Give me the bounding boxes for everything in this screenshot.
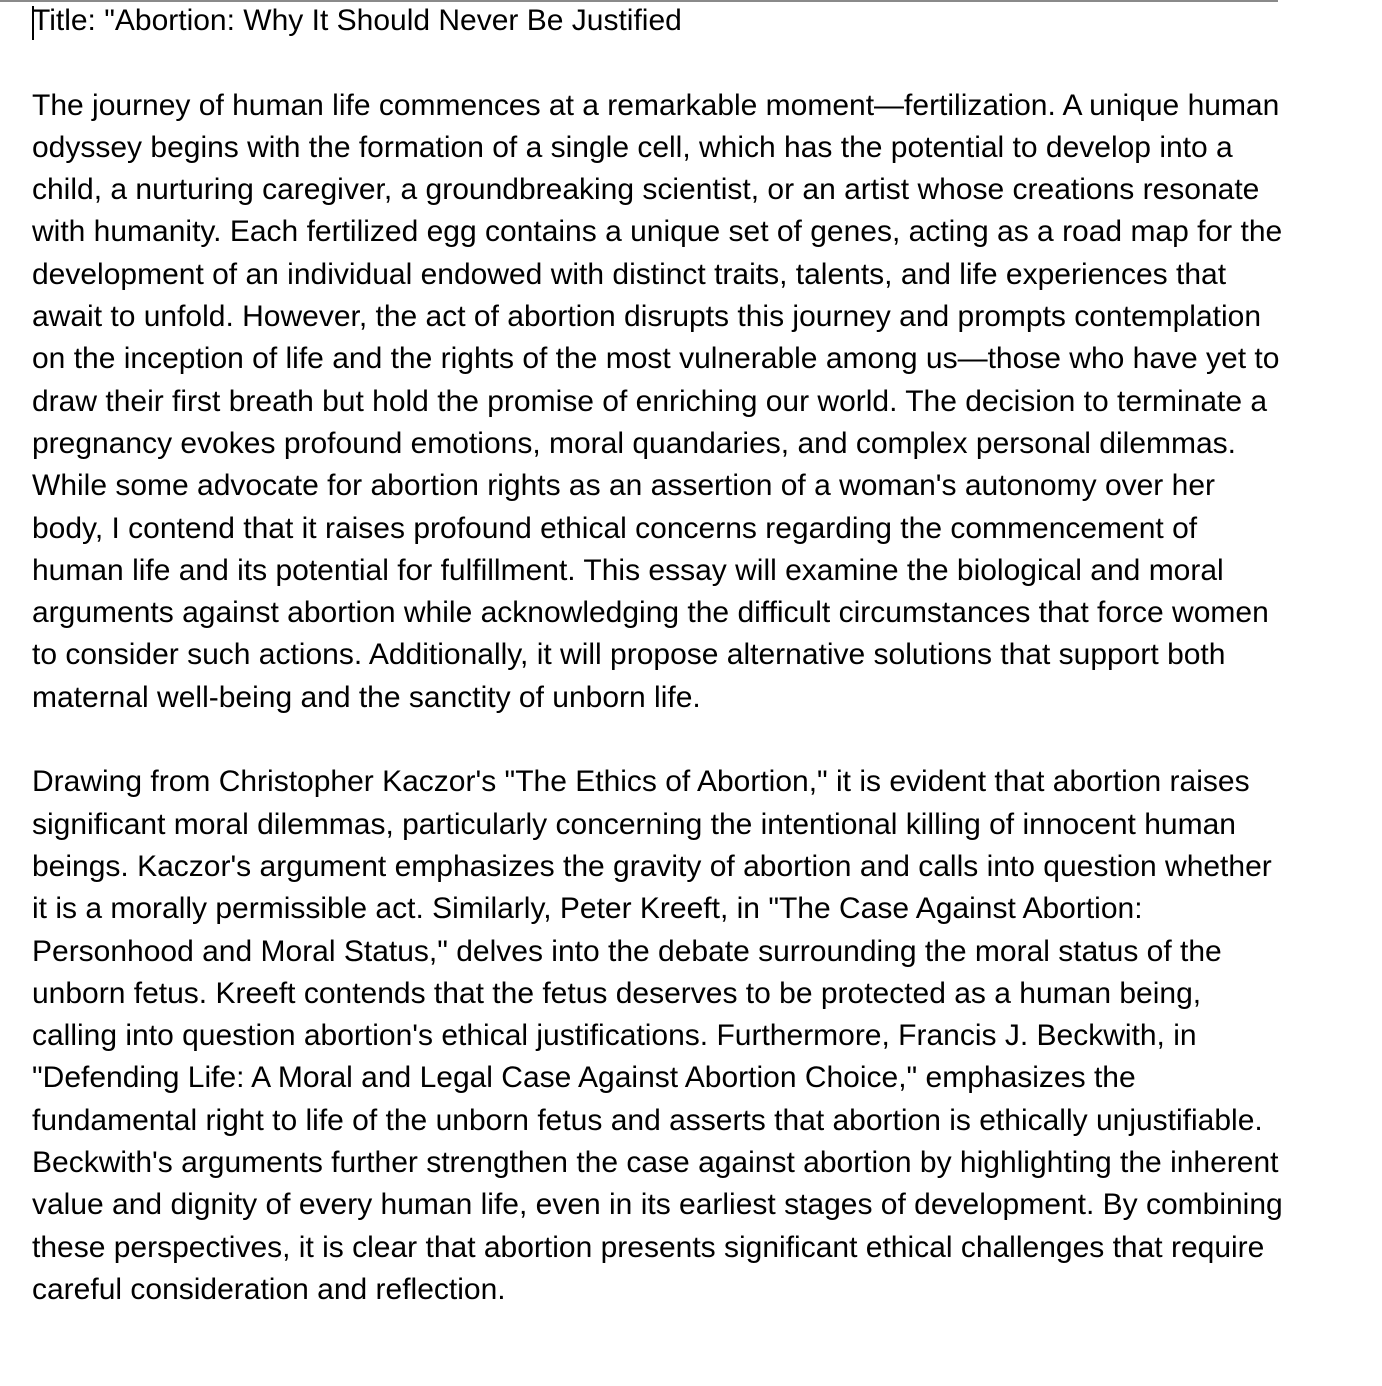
document-body[interactable] xyxy=(32,0,1292,1354)
paragraph-2: Drawing from Christopher Kaczor's "The Ethics of Abortion," it is evident that abortion raises significant moral dilemmas, particularly concerning the intentional killing of innocent human beings. Kaczor's argument emphasizes the gravity of abortion and calls into question whether it is a morally permissible act. Similarly, Peter Kreeft, in "The Case Against Abortion: Personhood and Moral Status," delves into the debate surrounding the moral status of the unborn fetus. Kreeft contends that the fetus deserves to be protected as a human being, calling into question abortion's ethical justifications. Furthermore, Francis J. Beckwith, in "Defending Life: A Moral and Legal Case Against Abortion Choice," emphasizes the fundamental right to life of the unborn fetus and asserts that abortion is ethically unjustifiable. Beckwith's arguments further strengthen the case against abortion by highlighting the inherent value and dignity of every human life, even in its earliest stages of development. By combining these perspectives, it is clear that abortion presents significant ethical challenges that require careful consideration and reflection. xyxy=(32,765,1283,1306)
paragraph-1: The journey of human life commences at a remarkable moment—fertilization. A unique human odyssey begins with the formation of a single cell, which has the potential to develop into a child, a nurturing caregiver, a groundbreaking scientist, or an artist whose creations resonate with humanity. Each fertilized egg contains a unique set of genes, acting as a road map for the development of an individual endowed with distinct traits, talents, and life experiences that await to unfold. However, the act of abortion disrupts this journey and prompts contemplation on the inception of life and the rights of the most vulnerable among us—those who have yet to draw their first breath but hold the promise of enriching our world. The decision to terminate a pregnancy evokes profound emotions, moral quandaries, and complex personal dilemmas. While some advocate for abortion rights as an assertion of a woman's autonomy over her body, I contend that it raises profound ethical concerns regarding the commencement of human life and its potential for fulfillment. This essay will examine the biological and moral arguments against abortion while acknowledging the difficult circumstances that force women to consider such actions. Additionally, it will propose alternative solutions that support both maternal well-being and the sanctity of unborn life. xyxy=(32,88,1283,714)
title-line: Title: "Abortion: Why It Should Never Be Justified xyxy=(32,4,682,37)
